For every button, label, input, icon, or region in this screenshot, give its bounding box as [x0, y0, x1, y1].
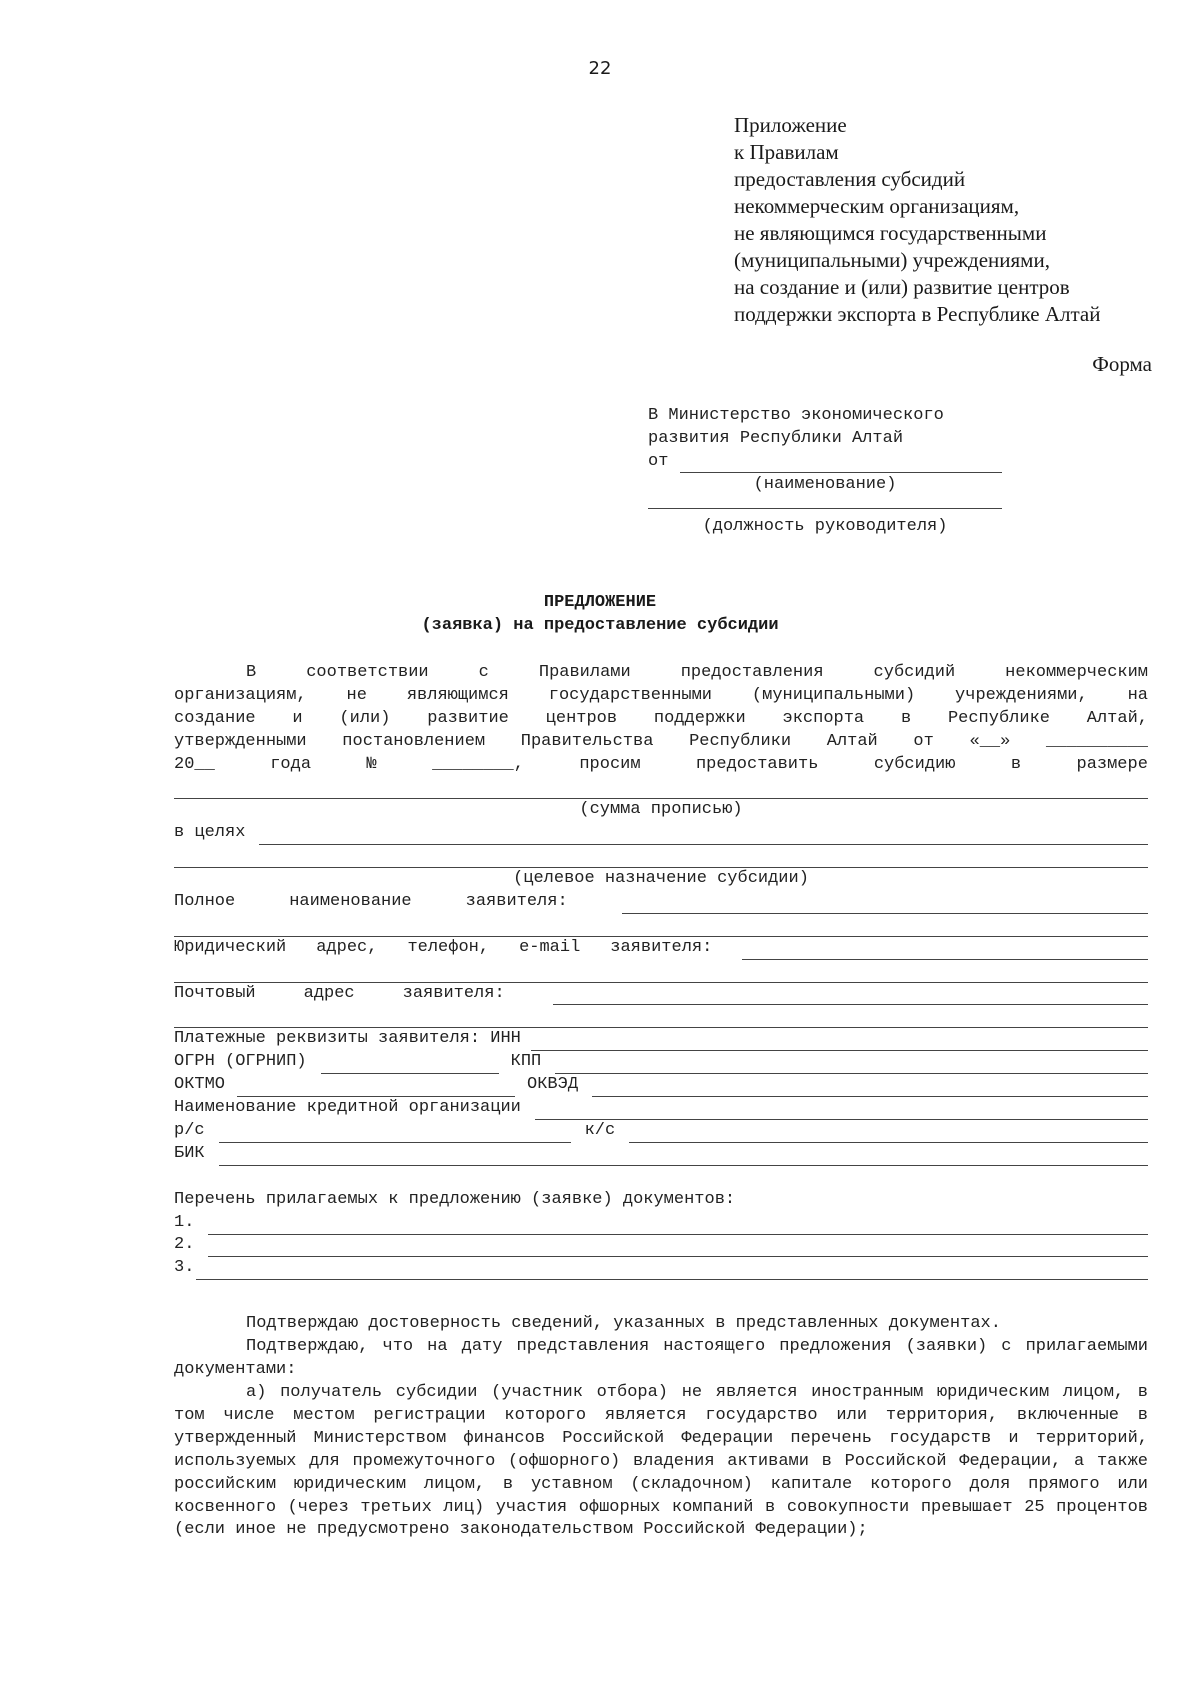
legal-address-label: телефон,	[407, 937, 490, 957]
page-number: 22	[588, 58, 612, 79]
intro-word: ________,	[432, 754, 524, 774]
sum-line[interactable]	[174, 784, 1148, 799]
corr-account-line[interactable]	[629, 1128, 1148, 1143]
appendix-header	[734, 112, 1100, 328]
legal-address-field-cont[interactable]	[174, 960, 1148, 983]
kpp-label: КПП	[510, 1052, 542, 1072]
document-item-line[interactable]	[208, 1220, 1148, 1235]
legal-address-label: Юридический	[174, 937, 287, 957]
account-line[interactable]	[219, 1128, 571, 1143]
full-name-label: наименование	[289, 892, 412, 911]
title-sub: (заявка) на предоставление субсидии	[421, 616, 779, 635]
intro-word: в	[1010, 754, 1022, 774]
inn-line[interactable]	[531, 1036, 1148, 1051]
from-name-line[interactable]	[680, 458, 1002, 473]
intro-word: 20__	[174, 754, 215, 774]
legal-address-label: e-mail	[519, 937, 581, 957]
from-label: от	[648, 451, 669, 471]
document-item-number: 3.	[174, 1258, 195, 1278]
appendix-line: к Правилам	[734, 140, 839, 164]
postal-address-line[interactable]	[553, 990, 1148, 1005]
inn-field[interactable]	[174, 1028, 1148, 1051]
intro-line: создание и (или) развитие центров поддержки экспорта в Республике Алтай,	[174, 708, 1148, 728]
position-line[interactable]	[648, 508, 1002, 509]
position-caption: (должность руководителя)	[702, 516, 948, 536]
intro-line: организациям, не являющимся государственными (муниципальными) учреждениями, на	[174, 685, 1148, 705]
confirmation-paragraph: Подтверждаю, что на дату представления настоящего предложения (заявки) с прилагаемыми документами:	[174, 1337, 1148, 1380]
bank-name-line[interactable]	[535, 1105, 1148, 1120]
ogrn-label: ОГРН (ОГРНИП)	[174, 1052, 307, 1072]
purpose-line[interactable]	[259, 830, 1148, 845]
title-main: ПРЕДЛОЖЕНИЕ	[543, 593, 657, 612]
account-row	[174, 1120, 1148, 1143]
documents-heading: Перечень прилагаемых к предложению (заявке) документов:	[174, 1189, 736, 1209]
payment-details-label: Платежные реквизиты заявителя: ИНН	[174, 1029, 521, 1049]
appendix-line: предоставления субсидий	[734, 167, 966, 191]
intro-word: года	[270, 754, 312, 774]
document-item-line[interactable]	[196, 1265, 1148, 1280]
postal-address-label: заявителя:	[402, 983, 505, 1003]
full-name-label: заявителя:	[465, 892, 568, 911]
form-label: Форма	[1092, 352, 1152, 376]
intro-word: размере	[1076, 754, 1148, 774]
oktmo-line[interactable]	[237, 1082, 515, 1097]
appendix-line: не являющимся государственными	[734, 221, 1047, 245]
account-label: р/с	[174, 1120, 205, 1140]
purpose-field[interactable]	[174, 822, 1148, 845]
document-item-number: 2.	[174, 1235, 195, 1255]
postal-address-field-cont[interactable]	[174, 1005, 1148, 1028]
legal-address-line-2[interactable]	[174, 968, 1148, 983]
confirmation-paragraph: Подтверждаю достоверность сведений, указанных в представленных документах.	[246, 1314, 1001, 1334]
intro-word: просим	[579, 754, 641, 774]
postal-address-line-2[interactable]	[174, 1013, 1148, 1028]
full-name-label: Полное	[174, 892, 236, 911]
intro-word: предоставить	[695, 754, 819, 774]
intro-word: №	[366, 754, 377, 774]
oktmo-label: ОКТМО	[174, 1075, 226, 1095]
appendix-line: (муниципальными) учреждениями,	[734, 248, 1050, 272]
purpose-line-2[interactable]	[174, 853, 1148, 868]
postal-address-label: адрес	[303, 983, 355, 1003]
appendix-line: Приложение	[734, 113, 847, 137]
name-caption: (наименование)	[753, 474, 897, 494]
postal-address-field[interactable]	[174, 983, 1148, 1006]
document-title	[0, 591, 1200, 637]
appendix-line: некоммерческим организациям,	[734, 194, 1020, 218]
ogrn-line[interactable]	[321, 1059, 499, 1074]
purpose-field-cont[interactable]	[174, 845, 1148, 868]
sum-field[interactable]	[174, 777, 1148, 800]
intro-line: В соответствии с Правилами предоставления субсидий некоммерческим	[246, 663, 1148, 682]
document-item[interactable]	[174, 1235, 1148, 1258]
confirmation-paragraph: а) получатель субсидии (участник отбора) не является иностранным юридическим лицом, в том числе местом регистрации которого является государство или территория, включенные в утвержденный Министерством финансов Российской Федерации перечень государств и территорий, используемых для промежуточного (офшорного) владения активами в Российской Федерации, а также российским юридическим лицом, в уставном (складочном) капитале которого доля прямого или косвенного (через третьих лиц) участия офшорных компаний в совокупности превышает 25 процентов (если иное не предусмотрено законодательством Российской Федерации);	[174, 1383, 1148, 1540]
postal-address-label: Почтовый	[174, 983, 256, 1003]
full-name-line[interactable]	[622, 899, 1148, 914]
corr-account-label: к/с	[584, 1120, 616, 1140]
oktmo-okved-row	[174, 1074, 1148, 1097]
addressee-line: развития Республики Алтай	[648, 429, 904, 448]
appendix-line: на создание и (или) развитие центров	[734, 275, 1070, 299]
document-item-number: 1.	[174, 1212, 195, 1232]
bank-name-label: Наименование кредитной организации	[174, 1098, 521, 1118]
intro-line: утвержденными постановлением Правительства Республики Алтай от «__» __________	[174, 731, 1148, 751]
intro-word: субсидию	[873, 754, 956, 774]
intro-line	[174, 754, 1148, 777]
full-name-field[interactable]	[174, 891, 1148, 914]
full-name-line-2[interactable]	[174, 922, 1148, 937]
okved-label: ОКВЭД	[527, 1075, 579, 1095]
legal-address-line[interactable]	[742, 945, 1148, 960]
addressee-line: В Министерство экономического	[648, 406, 944, 425]
full-name-field-cont[interactable]	[174, 914, 1148, 937]
okved-line[interactable]	[592, 1082, 1148, 1097]
legal-address-field[interactable]	[174, 937, 1148, 960]
document-item[interactable]	[174, 1212, 1148, 1235]
bik-label: БИК	[174, 1143, 205, 1163]
legal-address-label: адрес,	[316, 937, 378, 957]
addressee-block	[648, 404, 1002, 538]
kpp-line[interactable]	[555, 1059, 1148, 1074]
legal-address-label: заявителя:	[610, 937, 713, 957]
purpose-caption: (целевое назначение субсидии)	[513, 869, 809, 889]
bank-name-field[interactable]	[174, 1097, 1148, 1120]
bik-field[interactable]	[174, 1143, 1148, 1166]
ogrn-kpp-row	[174, 1051, 1148, 1074]
from-field[interactable]	[648, 450, 1002, 473]
document-item[interactable]	[174, 1257, 1148, 1280]
sum-caption: (сумма прописью)	[579, 800, 743, 820]
bik-line[interactable]	[219, 1151, 1148, 1166]
intro-paragraph	[174, 662, 1148, 1542]
appendix-line: поддержки экспорта в Республике Алтай	[734, 302, 1101, 326]
document-item-line[interactable]	[208, 1242, 1148, 1257]
purpose-label: в целях	[174, 823, 246, 843]
